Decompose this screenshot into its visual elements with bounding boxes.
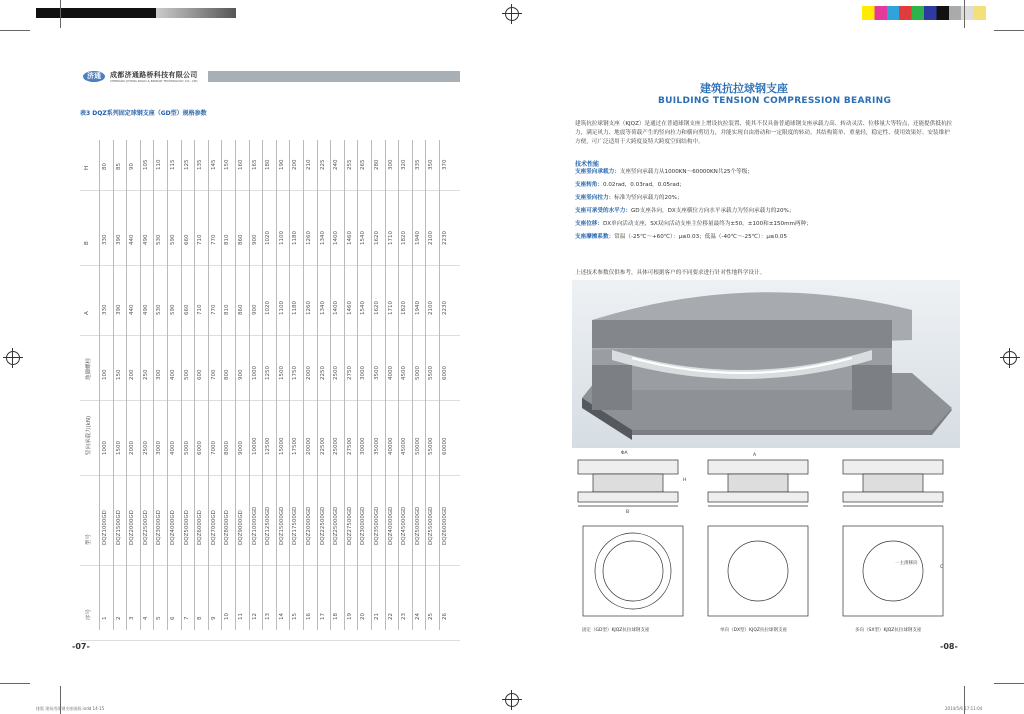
table-cell: 9 xyxy=(210,616,217,620)
table-cell: 105 xyxy=(142,159,149,170)
table-cell: 590 xyxy=(170,234,176,245)
table-cell: 1000 xyxy=(102,441,108,455)
table-cell: 4000 xyxy=(170,441,176,455)
table-cell: 16 xyxy=(306,613,312,620)
dim-label-h: H xyxy=(683,478,687,483)
footer-left: 排版 建筑用球钢支座画册.indd 14-15 xyxy=(36,706,105,711)
table-cell: 1710 xyxy=(387,301,394,315)
tech-heading: 技术性能 xyxy=(575,161,600,168)
table-cell: 20000 xyxy=(306,437,312,455)
spec-key: 支座竖向承载力： xyxy=(575,169,620,175)
table-cell: DQZ27500GD xyxy=(346,506,353,545)
table-cell: 1180 xyxy=(292,231,299,245)
page-number-right: -08- xyxy=(940,642,958,651)
caption-gd: 固定（GD型）KJQZ抗拉球钢支座 xyxy=(582,628,650,633)
table-row-line xyxy=(235,140,236,630)
table-cell: 900 xyxy=(251,304,258,315)
spec-value: 支座竖向承载力从1000KN～60000KN共25个等级； xyxy=(619,169,753,175)
table-cell: 24 xyxy=(414,613,421,620)
table-cell: 225 xyxy=(319,159,326,170)
table-cell: 810 xyxy=(224,234,231,245)
table-cell: 810 xyxy=(224,304,231,315)
crop-mark xyxy=(0,683,30,684)
spec-value: 常温（-25℃～+60℃）：μ≤0.03；低温（-40℃～-25℃）：μ≤0.05 xyxy=(614,234,788,240)
table-cell: 22 xyxy=(387,613,394,620)
page-title: 建筑抗拉球钢支座 xyxy=(700,82,788,95)
table-cell: 1500 xyxy=(115,441,122,455)
table-row-line xyxy=(140,140,141,630)
table-cell: 900 xyxy=(251,234,258,245)
table-cell: 1020 xyxy=(265,231,272,245)
table-cell: 6000 xyxy=(197,441,204,455)
table-cell: 1340 xyxy=(319,301,326,315)
table-cell: DQZ50000GD xyxy=(414,506,421,545)
table-divider xyxy=(80,265,460,266)
table-cell: DQZ2000GD xyxy=(129,510,136,545)
table-header: 竖向承载力(kN) xyxy=(86,415,92,455)
table-cell: 18 xyxy=(333,613,340,620)
table-row-line xyxy=(385,140,386,630)
table-cell: 110 xyxy=(156,159,163,170)
table-cell: 860 xyxy=(238,304,244,315)
spec-key: 支座转角： xyxy=(575,182,603,188)
table-row-line xyxy=(289,140,290,630)
table-cell: DQZ20000GD xyxy=(306,506,312,545)
table-cell: 1620 xyxy=(374,301,380,315)
table-cell: 10000 xyxy=(251,437,258,455)
table-cell: 1400 xyxy=(333,231,340,245)
table-row-line xyxy=(303,140,304,630)
table-cell: 1460 xyxy=(346,231,353,245)
table-cell: 1710 xyxy=(387,231,394,245)
table-cell: 530 xyxy=(156,234,163,245)
table-cell: 7 xyxy=(183,616,190,620)
table-cell: DQZ22500GD xyxy=(319,506,326,545)
table-caption: 表3 DQZ系列固定球钢支座（GD型）规格参数 xyxy=(80,110,207,117)
table-cell: 15 xyxy=(292,613,299,620)
spec-value: 0.02rad，0.03rad，0.05rad； xyxy=(602,182,685,188)
spec-item xyxy=(575,233,955,242)
table-cell: 6 xyxy=(170,616,176,620)
table-cell: 350 xyxy=(428,159,435,170)
table-row-line xyxy=(371,140,372,630)
table-divider xyxy=(80,640,460,641)
table-cell: 125 xyxy=(183,159,190,170)
crop-mark xyxy=(0,30,30,31)
registration-mark-bottom xyxy=(505,693,519,707)
table-cell: 390 xyxy=(115,234,122,245)
table-row-line xyxy=(398,140,399,630)
table-row-line xyxy=(317,140,318,630)
spec-item xyxy=(575,194,955,203)
table-cell: 60000 xyxy=(442,437,448,455)
table-cell: 280 xyxy=(374,159,380,170)
table-cell: 7000 xyxy=(210,441,217,455)
table-divider xyxy=(80,190,460,191)
table-cell: 1 xyxy=(102,616,108,620)
table-divider xyxy=(80,565,460,566)
table-row-line xyxy=(262,140,263,630)
table-cell: 35000 xyxy=(374,437,380,455)
registration-mark-top xyxy=(505,7,519,21)
table-cell: DQZ35000GD xyxy=(374,506,380,545)
table-row-line xyxy=(208,140,209,630)
table-row-line xyxy=(425,140,426,630)
table-row-line xyxy=(113,140,114,630)
table-cell: 8 xyxy=(197,616,204,620)
table-cell: 20 xyxy=(360,613,367,620)
table-cell: 3000 xyxy=(156,441,163,455)
table-cell: DQZ5000GD xyxy=(183,510,190,545)
table-cell: 1180 xyxy=(292,301,299,315)
table-cell: 200 xyxy=(292,159,299,170)
registration-mark-left xyxy=(6,351,20,365)
bearing-illustration xyxy=(572,280,960,448)
table-cell: 12 xyxy=(251,613,258,620)
table-cell: 330 xyxy=(102,304,108,315)
company-name: 成都济通路桥科技有限公司 xyxy=(110,71,198,79)
table-cell: 5500 xyxy=(428,366,435,380)
table-cell: 100 xyxy=(102,369,108,380)
table-cell: 1340 xyxy=(319,231,326,245)
table-cell: 1020 xyxy=(265,301,272,315)
table-cell: 1260 xyxy=(306,301,312,315)
table-cell: 1400 xyxy=(333,301,340,315)
table-cell: 590 xyxy=(170,304,176,315)
table-cell: 490 xyxy=(142,304,149,315)
table-cell: 710 xyxy=(197,234,204,245)
table-header: B xyxy=(84,241,90,245)
table-cell: 710 xyxy=(197,304,204,315)
header-bar xyxy=(208,71,460,82)
table-cell: 335 xyxy=(414,159,421,170)
spec-item xyxy=(575,168,955,177)
crop-mark xyxy=(60,0,61,28)
table-cell: DQZ3000GD xyxy=(156,510,163,545)
table-cell: DQZ25000GD xyxy=(333,506,340,545)
table-row-line xyxy=(330,140,331,630)
table-cell: 2000 xyxy=(306,366,312,380)
table-cell: 25000 xyxy=(333,437,340,455)
table-cell: 26 xyxy=(442,613,448,620)
table-cell: 390 xyxy=(115,304,122,315)
table-cell: 300 xyxy=(387,159,394,170)
table-row-line xyxy=(99,140,100,630)
table-row-line xyxy=(167,140,168,630)
table-cell: 135 xyxy=(197,159,204,170)
table-cell: 180 xyxy=(265,159,272,170)
spec-value: 标准为竖向承载力的20%； xyxy=(614,195,683,201)
table-cell: DQZ30000GD xyxy=(360,506,367,545)
table-cell: DQZ4000GD xyxy=(170,510,176,545)
table-cell: 2230 xyxy=(442,231,448,245)
table-cell: 1940 xyxy=(414,231,421,245)
table-cell: 210 xyxy=(306,159,312,170)
table-cell: 1940 xyxy=(414,301,421,315)
crop-mark xyxy=(994,683,1024,684)
table-cell: DQZ40000GD xyxy=(387,506,394,545)
table-row-line xyxy=(357,140,358,630)
caption-sx: 多向（SX型）KJQZ抗拉球钢支座 xyxy=(855,628,922,633)
table-cell: 440 xyxy=(129,304,136,315)
slide-direction-label: 一主滑移向 xyxy=(895,561,918,566)
table-cell: 240 xyxy=(333,159,340,170)
table-cell: 490 xyxy=(142,234,149,245)
table-cell: 13 xyxy=(265,613,272,620)
table-cell: 2500 xyxy=(333,366,340,380)
table-cell: 23 xyxy=(401,613,408,620)
table-cell: 2230 xyxy=(442,301,448,315)
table-cell: 5 xyxy=(156,616,163,620)
table-cell: 2 xyxy=(115,616,122,620)
table-cell: 2100 xyxy=(428,301,435,315)
page-subtitle: BUILDING TENSION COMPRESSION BEARING xyxy=(658,96,892,106)
spec-item xyxy=(575,207,955,216)
footer-right: 2014/5/6 17:11:04 xyxy=(945,706,983,711)
spec-key: 支座可承受的水平力： xyxy=(575,208,631,214)
table-cell: 530 xyxy=(156,304,163,315)
table-cell: 27500 xyxy=(346,437,353,455)
crop-mark xyxy=(964,0,965,28)
table-cell: 12500 xyxy=(265,437,272,455)
spec-key: 支座竖向拉力： xyxy=(575,195,615,201)
table-cell: 4 xyxy=(142,616,149,620)
table-cell: 3500 xyxy=(374,366,380,380)
table-header: 地脚螺栓 xyxy=(86,357,92,380)
table-cell: 700 xyxy=(210,369,217,380)
note-text: 上述技术参数仅供参考，具体可根据客户的不同要求进行针对性地科学设计。 xyxy=(575,270,766,276)
table-cell: DQZ55000GD xyxy=(428,506,435,545)
table-cell: 4500 xyxy=(401,366,408,380)
dim-label-c: C xyxy=(940,565,944,570)
table-cell: 40000 xyxy=(387,437,394,455)
registration-mark-right xyxy=(1003,351,1017,365)
dim-label-a: ΦA xyxy=(621,451,628,456)
table-cell: 860 xyxy=(238,234,244,245)
gray-scale-bar xyxy=(156,8,236,18)
bearing-render xyxy=(572,280,960,448)
table-cell: 150 xyxy=(224,159,231,170)
table-cell: 770 xyxy=(210,234,217,245)
table-cell: 22500 xyxy=(319,437,326,455)
table-divider xyxy=(80,475,460,476)
table-cell: 3 xyxy=(129,616,136,620)
table-cell: 2100 xyxy=(428,231,435,245)
table-cell: 400 xyxy=(170,369,176,380)
table-cell: 600 xyxy=(197,369,204,380)
table-row-line xyxy=(439,140,440,630)
company-logo: 济通 xyxy=(83,71,105,82)
table-cell: 1540 xyxy=(360,231,367,245)
technical-drawings xyxy=(568,448,968,628)
table-cell: 300 xyxy=(156,369,163,380)
table-cell: 3000 xyxy=(360,366,367,380)
table-cell: 500 xyxy=(183,369,190,380)
page-number-left: -07- xyxy=(72,642,90,651)
table-cell: 9000 xyxy=(238,441,244,455)
table-cell: 200 xyxy=(129,369,136,380)
table-cell: 21 xyxy=(374,613,380,620)
table-row-line xyxy=(249,140,250,630)
table-cell: 2500 xyxy=(142,441,149,455)
table-cell: 320 xyxy=(401,159,408,170)
table-row-line xyxy=(153,140,154,630)
dim-label-a2: A xyxy=(753,453,757,458)
table-row-line xyxy=(344,140,345,630)
table-cell: 11 xyxy=(238,613,244,620)
table-cell: 900 xyxy=(238,369,244,380)
table-cell: DQZ8000GD xyxy=(224,510,231,545)
table-cell: 45000 xyxy=(401,437,408,455)
table-cell: 17500 xyxy=(292,437,299,455)
table-cell: 6000 xyxy=(442,366,448,380)
crop-mark xyxy=(994,30,1024,31)
table-row-line xyxy=(276,140,277,630)
table-cell: 10 xyxy=(224,613,231,620)
registration-bar-left xyxy=(36,8,156,18)
spec-value: GD支座各向，DX支座横位方向水平承载力为竖向承载力的20%； xyxy=(630,208,795,214)
table-cell: DQZ6000GD xyxy=(197,510,204,545)
table-cell: 2250 xyxy=(319,366,326,380)
spec-key: 支座摩擦系数： xyxy=(575,234,615,240)
table-cell: 1500 xyxy=(278,366,285,380)
spec-key: 支座位移： xyxy=(575,221,603,227)
table-cell: 1100 xyxy=(278,301,285,315)
table-cell: 1620 xyxy=(374,231,380,245)
table-header: 型号 xyxy=(86,533,92,545)
table-cell: DQZ45000GD xyxy=(401,506,408,545)
spec-table xyxy=(80,140,460,630)
table-cell: 770 xyxy=(210,304,217,315)
intro-paragraph: 建筑抗拉球钢支座（KJQZ）是通过在普通球钢支座上增设抗拉装置，使其不仅具备普通球钢支座承载力高、转动灵活、位移量大等特点，还能提供抵抗拉力，满足风力、地震等荷载产生的竖向拉力和横向剪切力，并能实现自由滑动和一定限度的转动。其结构简单、重量轻，稳定性、使用效果好、安装维护方便，可广泛适用于大跨度及特大跨度空间结构中。 xyxy=(575,121,953,145)
table-cell: 1820 xyxy=(401,301,408,315)
table-cell: 1750 xyxy=(292,366,299,380)
table-cell: 5000 xyxy=(414,366,421,380)
table-cell: 440 xyxy=(129,234,136,245)
table-cell: 160 xyxy=(238,159,244,170)
table-cell: 1100 xyxy=(278,231,285,245)
table-cell: 800 xyxy=(224,369,231,380)
table-cell: DQZ15000GD xyxy=(278,506,285,545)
table-cell: 4000 xyxy=(387,366,394,380)
table-cell: 15000 xyxy=(278,437,285,455)
table-cell: 2000 xyxy=(129,441,136,455)
table-cell: 115 xyxy=(170,159,176,170)
table-cell: 2750 xyxy=(346,366,353,380)
table-cell: DQZ10000GD xyxy=(251,506,258,545)
table-row-line xyxy=(221,140,222,630)
table-cell: DQZ12500GD xyxy=(265,506,272,545)
table-cell: 1250 xyxy=(265,366,272,380)
table-cell: DQZ7000GD xyxy=(210,510,217,545)
table-cell: 90 xyxy=(129,163,136,170)
table-divider xyxy=(80,335,460,336)
table-cell: 85 xyxy=(115,163,122,170)
table-cell: 165 xyxy=(251,159,258,170)
table-cell: DQZ17500GD xyxy=(292,506,299,545)
table-cell: 330 xyxy=(102,234,108,245)
table-cell: DQZ1500GD xyxy=(115,510,122,545)
table-cell: 14 xyxy=(278,613,285,620)
table-cell: 55000 xyxy=(428,437,435,455)
table-cell: 145 xyxy=(210,159,217,170)
table-row-line xyxy=(412,140,413,630)
table-cell: 150 xyxy=(115,369,122,380)
table-cell: 50000 xyxy=(414,437,421,455)
table-row-line xyxy=(194,140,195,630)
spec-value: DX单向活动支座，SX双向活动支座主位移量最终为±50，±100和±150mm两种； xyxy=(602,221,812,227)
dim-label-b: B xyxy=(626,510,630,515)
table-cell: 1000 xyxy=(251,366,258,380)
table-cell: 19 xyxy=(346,613,353,620)
table-cell: 30000 xyxy=(360,437,367,455)
table-cell: DQZ2500GD xyxy=(142,510,149,545)
table-cell: 17 xyxy=(319,613,326,620)
color-bar xyxy=(862,6,986,20)
spec-item xyxy=(575,220,955,229)
table-cell: 1820 xyxy=(401,231,408,245)
table-cell: 265 xyxy=(360,159,367,170)
table-header: 序号 xyxy=(86,608,92,620)
table-cell: 190 xyxy=(278,159,285,170)
table-row-line xyxy=(126,140,127,630)
table-cell: 1260 xyxy=(306,231,312,245)
table-header: A xyxy=(84,311,90,315)
table-cell: 250 xyxy=(142,369,149,380)
table-cell: 660 xyxy=(183,304,190,315)
table-cell: 660 xyxy=(183,234,190,245)
company-name-en: CHENGDU JITONG ROAD & BRIDGE TECHNOLOGY CO., LTD xyxy=(110,79,198,83)
table-cell: 1540 xyxy=(360,301,367,315)
table-cell: 25 xyxy=(428,613,435,620)
table-cell: 8000 xyxy=(224,441,231,455)
table-row-line xyxy=(181,140,182,630)
caption-dx: 单向（DX型）KJQZ抗拉球钢支座 xyxy=(720,628,787,633)
table-cell: 370 xyxy=(442,159,448,170)
table-cell: DQZ60000GD xyxy=(442,506,448,545)
table-header: H xyxy=(84,165,90,170)
table-cell: 1460 xyxy=(346,301,353,315)
table-cell: DQZ1000GD xyxy=(102,510,108,545)
table-cell: DQZ9000GD xyxy=(238,510,244,545)
table-cell: 80 xyxy=(102,163,108,170)
spec-item xyxy=(575,181,955,190)
table-divider xyxy=(80,400,460,401)
table-cell: 255 xyxy=(346,159,353,170)
table-cell: 5000 xyxy=(183,441,190,455)
